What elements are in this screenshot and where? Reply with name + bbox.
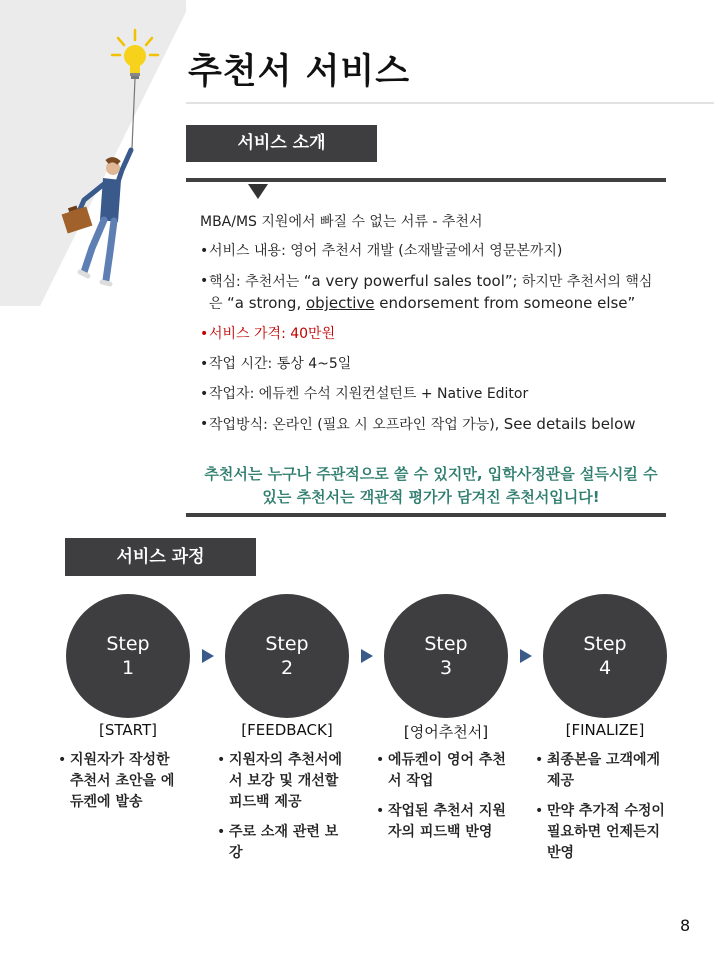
step-word: Step [424,633,468,655]
step-circle-2 [225,594,349,718]
step-word: Step [265,633,309,655]
step-description-2 [217,750,347,873]
list-item [200,384,662,405]
bullet-icon: • [535,803,544,819]
worker: 작업자: 에듀켄 수석 지원컨설턴트 + Native Editor [209,386,529,402]
bullet-icon: • [217,752,226,768]
step-description-1 [58,750,186,822]
step-number: 1 [121,657,135,679]
step-circle-4 [543,594,667,718]
step-bullet-text: 만약 추가적 수정이 필요하면 언제든지 반영 [547,803,665,861]
section-top-rule [186,178,666,182]
step-circle-1 [66,594,190,718]
step-circle-3 [384,594,508,718]
intro-bullet-list [200,241,662,436]
section-bottom-rule [186,513,666,517]
list-item [217,822,347,864]
list-item [200,271,662,315]
list-item [376,801,506,843]
bullet-icon: • [200,416,209,432]
objective-word: objective [306,294,375,312]
step-number: 3 [439,657,453,679]
step-title-2: [FEEDBACK] [241,721,333,739]
title-divider [186,102,714,104]
list-item [200,241,662,262]
page-number: 8 [680,916,691,935]
intro-body [200,212,662,445]
bullet-icon: • [376,752,385,768]
service-content: 서비스 내용: 영어 추천서 개발 (소재발굴에서 영문본까지) [209,243,563,259]
section-label-intro: 서비스 소개 [186,125,377,162]
step-description-4 [535,750,665,873]
key-quote-2b: endorsement from someone else” [374,294,636,312]
step-bullet-text: 작업된 추천서 지원자의 피드백 반영 [388,803,506,840]
service-price: 서비스 가격: 40만원 [209,326,336,342]
see-details-text: See details below [503,415,636,433]
list-item [217,750,347,813]
list-item [58,750,186,813]
key-quote: “a very powerful sales tool” [303,272,513,290]
step-title-1: [START] [99,721,157,739]
step-bullet-text: 지원자의 추천서에서 보강 및 개선할 피드백 제공 [229,752,343,810]
page-title: 추천서 서비스 [188,52,411,92]
step-bullet-text: 지원자가 작성한 추천서 초안을 에듀켄에 발송 [70,752,175,810]
step-number: 4 [598,657,612,679]
bullet-icon: • [58,752,67,768]
step-bullet-text: 최종본을 고객에게 제공 [547,752,661,789]
list-item [200,354,662,375]
step-title-3: [영어추천서] [403,723,489,741]
bullet-icon: • [200,243,209,259]
arrow-right-icon [361,649,373,663]
step-bullet-text: 에듀켄이 영어 추천서 작업 [388,752,506,789]
bullet-icon: • [200,326,209,342]
emphasis-statement: 추천서는 누구나 주관적으로 쓸 수 있지만, 입학사정관을 설득시킬 수 있는 추천서는 객관적 평가가 담겨진 추천서입니다! [204,465,658,506]
section-label-process: 서비스 과정 [65,538,256,576]
work-duration: 작업 시간: 통상 4~5일 [209,356,352,372]
list-item [200,324,662,345]
arrow-right-icon [202,649,214,663]
step-word: Step [106,633,150,655]
list-item [535,801,665,864]
intro-headline: MBA/MS 지원에서 빠질 수 없는 서류 - 추천서 [200,214,483,230]
bullet-icon: • [535,752,544,768]
list-item [200,414,662,436]
bullet-icon: • [200,386,209,402]
bullet-icon: • [200,273,209,289]
bullet-icon: • [200,356,209,372]
step-number: 2 [280,657,294,679]
key-text-2: ; 하지만 추천서의 핵심은 [209,274,653,312]
work-method: 작업방식: 온라인 (필요 시 오프라인 작업 가능), [209,417,504,433]
balloon-man-illustration [0,0,186,306]
down-triangle-icon [248,184,268,199]
arrow-right-icon [520,649,532,663]
step-word: Step [583,633,627,655]
key-quote-2a: “a strong, [226,294,306,312]
step-bullet-text: 주로 소재 관련 보강 [229,824,339,861]
list-item [535,750,665,792]
key-text: 핵심: 추천서는 [209,274,304,290]
step-title-4: [FINALIZE] [565,721,645,739]
step-description-3 [376,750,506,852]
bullet-icon: • [217,824,226,840]
bullet-icon: • [376,803,385,819]
list-item [376,750,506,792]
